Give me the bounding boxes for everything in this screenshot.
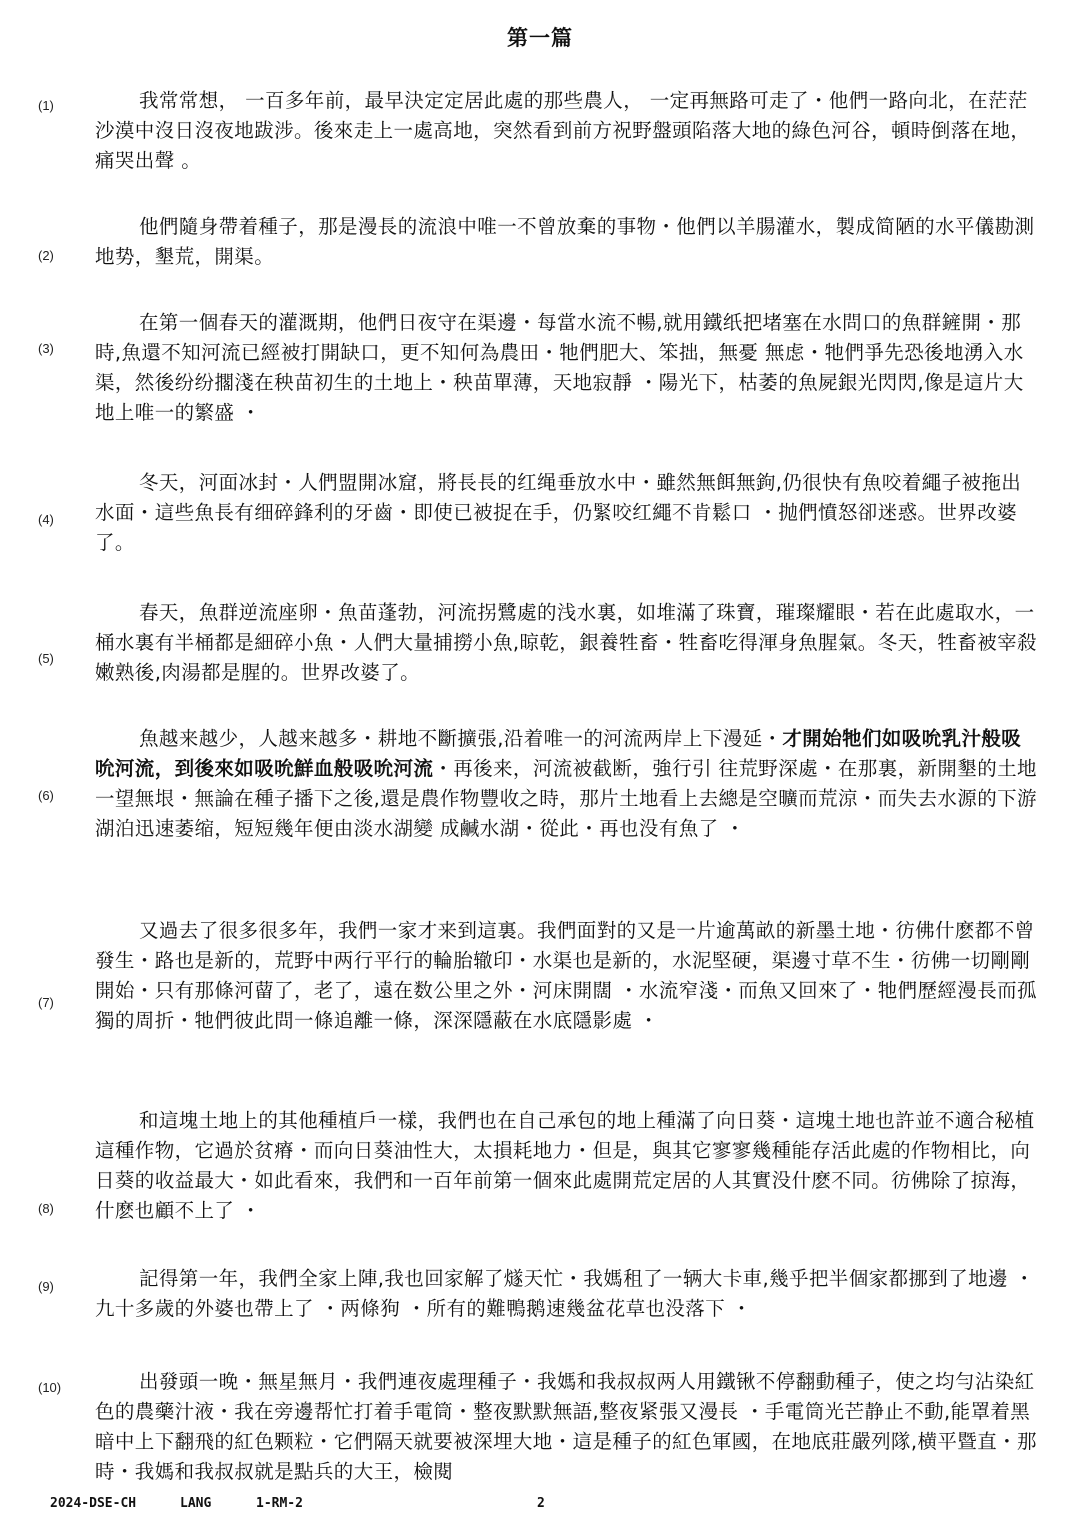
- paragraph-number: (10): [38, 1380, 62, 1395]
- paragraph-5: 春天，魚群逆流座卵・魚苗蓬勃，河流拐鷺處的浅水裏，如堆滿了珠寶，璀璨耀眼・若在此處取水，一桶水裏有半桶都是細碎小魚・人們大量捕撈小魚,晾乾，銀養牲畜・牲畜吃得渾身魚腥氣。冬天，牲畜被宰殺嫩熟後,肉湯都是腥的。世界改婆了。: [95, 601, 1037, 684]
- page-title: 第一篇: [507, 26, 573, 50]
- paragraph-number: (5): [38, 651, 54, 666]
- paragraph-number: (1): [38, 98, 54, 113]
- paragraph-2: 他們隨身帶着種子，那是漫長的流浪中唯一不曾放棄的事物・他們以羊腸灌水，製成简陋的水平儀勘測地势，墾荒，開渠。: [95, 215, 1035, 268]
- paragraph-number: (3): [38, 341, 54, 356]
- paragraph-8: 和這塊土地上的其他種植戶一樣，我們也在自己承包的地上種滿了向日葵・這塊土地也許並不適合秘植這種作物，它過於贫瘠・而向日葵油性大，太損耗地力・但是，與其它寥寥幾種能存活此處的作物相比，向日葵的收益最大・如此看來，我們和一百年前第一個來此處開荒定居的人其實没什麽不同。彷佛除了掠海，什麽也顧不上了 ・: [95, 1109, 1035, 1222]
- paragraph-4: 冬天，河面冰封・人們盟開冰窟，將長長的红绳垂放水中・雖然無餌無鉤,仍很快有魚咬着繩子被拖出水面・這些魚長有细碎鋒利的牙齒・即使已被捉在手，仍緊咬红繩不肯鬆口 ・抛們憤怒卻迷惑。世界改婆了。: [95, 471, 1022, 554]
- footer-exam-code: 2024-DSE-CH: [50, 1496, 137, 1511]
- bold-emphasis: 才開始牠们如吸吮乳汁般吸吮河流，到後來如吸吮鮮血般吸吮河流: [95, 727, 1022, 780]
- footer-paper: 1-RM-2: [256, 1496, 303, 1511]
- paragraph-number: (7): [38, 995, 54, 1010]
- paragraph-number: (8): [38, 1201, 54, 1216]
- paragraph-9: 記得第一年，我們全家上陣,我也回家解了燧天忙・我媽租了一辆大卡車,幾乎把半個家都挪到了地邊 ・九十多歲的外婆也帶上了 ・两條狗 ・所有的難鴨鹅速幾盆花草也没落下 ・: [95, 1267, 1035, 1320]
- paragraph-number: (6): [38, 788, 54, 803]
- paragraph-10: 出發頭一晚・無星無月・我們連夜處理種子・我媽和我叔叔两人用鐵锹不停翻動種子，使之均勻沾染紅色的農藥汁液・我在旁邊帮忙打着手電筒・整夜默默無語,整夜紧張又漫長 ・手電筒光芒静止不動,能罩着黑暗中上下翻飛的紅色颗粒・它們隔天就要被深埋大地・這是種子的紅色軍國，在地底莊嚴列隊,横平暨直・那時・我媽和我叔叔就是點兵的大王，檢閱: [95, 1370, 1037, 1483]
- paragraph-number: (4): [38, 512, 54, 527]
- footer-subject: LANG: [180, 1496, 212, 1511]
- paragraph-number: (9): [38, 1279, 54, 1294]
- paragraph-number: (2): [38, 248, 54, 263]
- page-number: 2: [537, 1496, 545, 1511]
- paragraph-1: 我常常想， 一百多年前，最早決定定居此處的那些農人， 一定再無路可走了・他們一路向北，在茫茫沙漠中沒日沒夜地跋涉。後來走上一處高地，突然看到前方祝野盤頭陷落大地的綠色河谷，頓時倒落在地，痛哭出聲 。: [95, 89, 1031, 172]
- paragraph-7: 又過去了很多很多年，我們一家才来到這裏。我們面對的又是一片逾萬畝的新墨土地・彷佛什麽都不曾發生・路也是新的，荒野中两行平行的輪胎辙印・水渠也是新的，水泥堅硬，渠邊寸草不生・彷佛一切剛剛開始・只有那條河蒥了，老了，遠在数公里之外・河床開闊 ・水流窄淺・而魚又回來了・牠們歷經漫長而孤獨的周折・牠們彼此問一條追離一條，深深隱蔽在水底隱影處 ・: [95, 919, 1037, 1032]
- paragraph-3: 在第一個春天的灌溉期，他們日夜守在渠邊・每當水流不暢,就用鐵纸把堵塞在水問口的魚群鏟開・那時,魚還不知河流已經被打開缺口，更不知何為農田・牠們肥大、笨拙，無憂 無虑・牠們爭先恐後地湧入水渠，然後纷纷擱淺在秧苗初生的土地上・秧苗單薄，天地寂靜 ・陽光下，枯萎的魚屍銀光閃閃,像是這片大地上唯一的繁盛 ・: [95, 311, 1024, 424]
- paragraph-6: 魚越来越少，人越来越多・耕地不斷擴張,沿着唯一的河流两岸上下漫延・才開始牠们如吸吮乳汁般吸吮河流，到後來如吸吮鮮血般吸吮河流・再後来，河流被截断，強行引 往荒野深處・在那裏，新開墾的土地一望無垠・無論在種子播下之後,還是農作物豐收之時，那片土地看上去總是空曠而荒涼・而失去水源的下游湖泊迅速萎缩，短短幾年便由淡水湖變 成鹹水湖・從此・再也没有魚了 ・: [95, 727, 1037, 840]
